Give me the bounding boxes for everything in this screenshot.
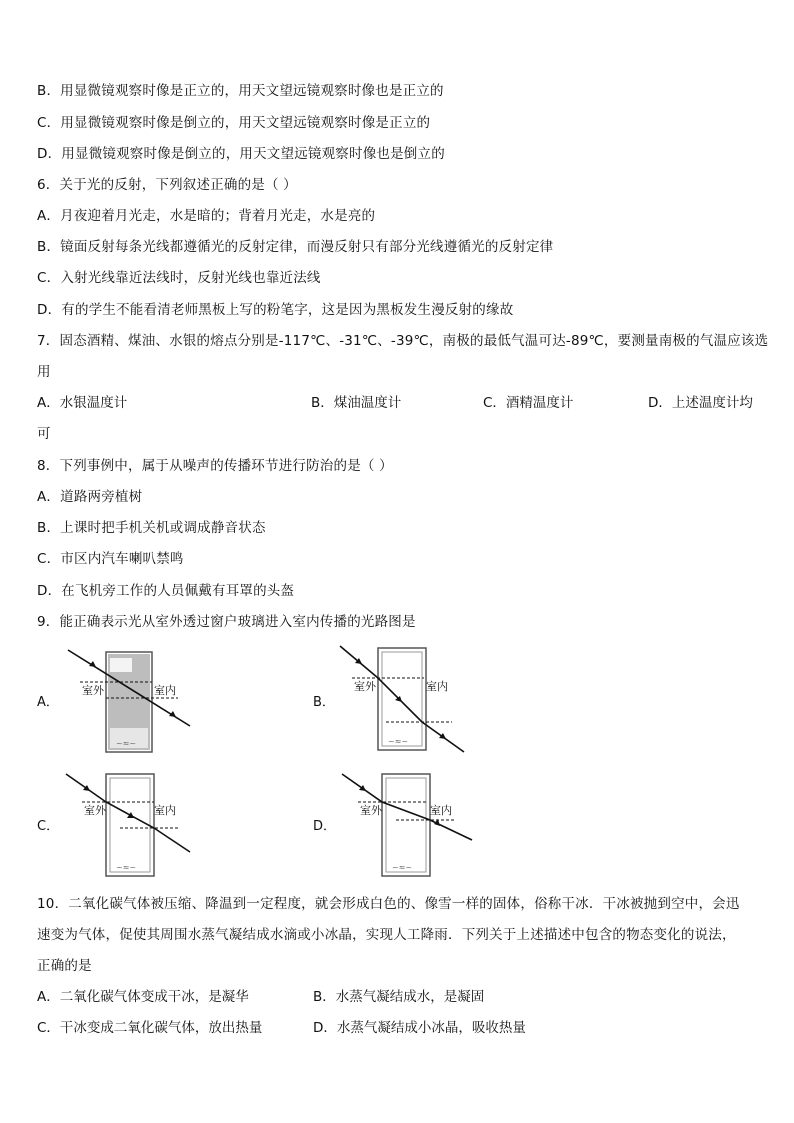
q5-option-c: C．用显微镜观察时像是倒立的，用天文望远镜观察时像是正立的 — [37, 115, 431, 131]
q9-stem: 9．能正确表示光从室外透过窗户玻璃进入室内传播的光路图是 — [37, 614, 416, 630]
q8-option-c: C．市区内汽车喇叭禁鸣 — [37, 551, 184, 567]
svg-text:~≈~: ~≈~ — [116, 739, 137, 748]
svg-text:室内: 室内 — [154, 804, 176, 817]
svg-text:室内: 室内 — [430, 804, 452, 817]
svg-text:室内: 室内 — [426, 680, 448, 693]
q8-option-b: B．上课时把手机关机或调成静音状态 — [37, 520, 266, 536]
svg-text:室外: 室外 — [84, 804, 106, 817]
q6-option-b: B．镜面反射每条光线都遵循光的反射定律，而漫反射只有部分光线遵循光的反射定律 — [37, 239, 554, 255]
q7-option-d: D．上述温度计均 — [648, 395, 753, 411]
q10-option-d: D．水蒸气凝结成小冰晶，吸收热量 — [313, 1020, 526, 1036]
q7-stem-line2: 用 — [37, 364, 51, 380]
q10-option-b: B．水蒸气凝结成水，是凝固 — [313, 989, 485, 1005]
q7-option-a: A．水银温度计 — [37, 395, 128, 411]
q10-stem-line2: 速变为气体，促使其周围水蒸气凝结成水滴或小冰晶，实现人工降雨．下列关于上述描述中包含的物态变化的说法， — [37, 927, 736, 943]
q9-option-c-label: C． — [37, 819, 60, 834]
svg-text:室外: 室外 — [354, 680, 376, 693]
q9-diagram-b — [336, 644, 476, 756]
outdoor-label: 室外 — [82, 684, 104, 697]
q8-option-a: A．道路两旁植树 — [37, 489, 143, 505]
q9-diagram-c — [60, 770, 200, 880]
q10-stem-line1: 10．二氧化碳气体被压缩、降温到一定程度，就会形成白色的、像雪一样的固体，俗称干冰．干冰被抛到空中，会迅 — [37, 896, 740, 912]
q8-option-d: D．在飞机旁工作的人员佩戴有耳罩的头盔 — [37, 583, 295, 599]
q6-option-a: A．月夜迎着月光走，水是暗的；背着月光走，水是亮的 — [37, 208, 376, 224]
q10-option-c: C．干冰变成二氧化碳气体，放出热量 — [37, 1020, 263, 1036]
svg-text:~≈~: ~≈~ — [116, 863, 137, 872]
q6-option-c: C．入射光线靠近法线时，反射光线也靠近法线 — [37, 270, 321, 286]
q5-option-b: B．用显微镜观察时像是正立的，用天文望远镜观察时像也是正立的 — [37, 83, 444, 99]
q7-option-d-cont: 可 — [37, 426, 51, 442]
indoor-label: 室内 — [154, 684, 176, 697]
q7-stem-line1: 7．固态酒精、煤油、水银的熔点分别是-117℃、-31℃、-39℃，南极的最低气温可达-89℃，要测量南极的气温应该选 — [37, 333, 769, 349]
svg-text:~≈~: ~≈~ — [388, 737, 409, 746]
svg-text:~≈~: ~≈~ — [392, 863, 413, 872]
q10-option-a: A．二氧化碳气体变成干冰，是凝华 — [37, 989, 249, 1005]
q10-stem-line3: 正确的是 — [37, 958, 92, 974]
q8-stem: 8．下列事例中，属于从噪声的传播环节进行防治的是（ ） — [37, 458, 393, 474]
q9-diagram-a — [60, 648, 200, 756]
q6-stem: 6．关于光的反射，下列叙述正确的是（ ） — [37, 177, 297, 193]
q5-option-d: D．用显微镜观察时像是倒立的，用天文望远镜观察时像也是倒立的 — [37, 146, 445, 162]
q9-option-a-label: A． — [37, 695, 59, 710]
q9-diagram-d — [336, 770, 476, 880]
q6-option-d: D．有的学生不能看清老师黑板上写的粉笔字，这是因为黑板发生漫反射的缘故 — [37, 302, 514, 318]
q7-option-c: C．酒精温度计 — [483, 395, 574, 411]
q9-option-b-label: B． — [313, 695, 335, 710]
svg-text:室外: 室外 — [360, 804, 382, 817]
q7-option-b: B．煤油温度计 — [311, 395, 402, 411]
q9-option-d-label: D． — [313, 819, 337, 834]
